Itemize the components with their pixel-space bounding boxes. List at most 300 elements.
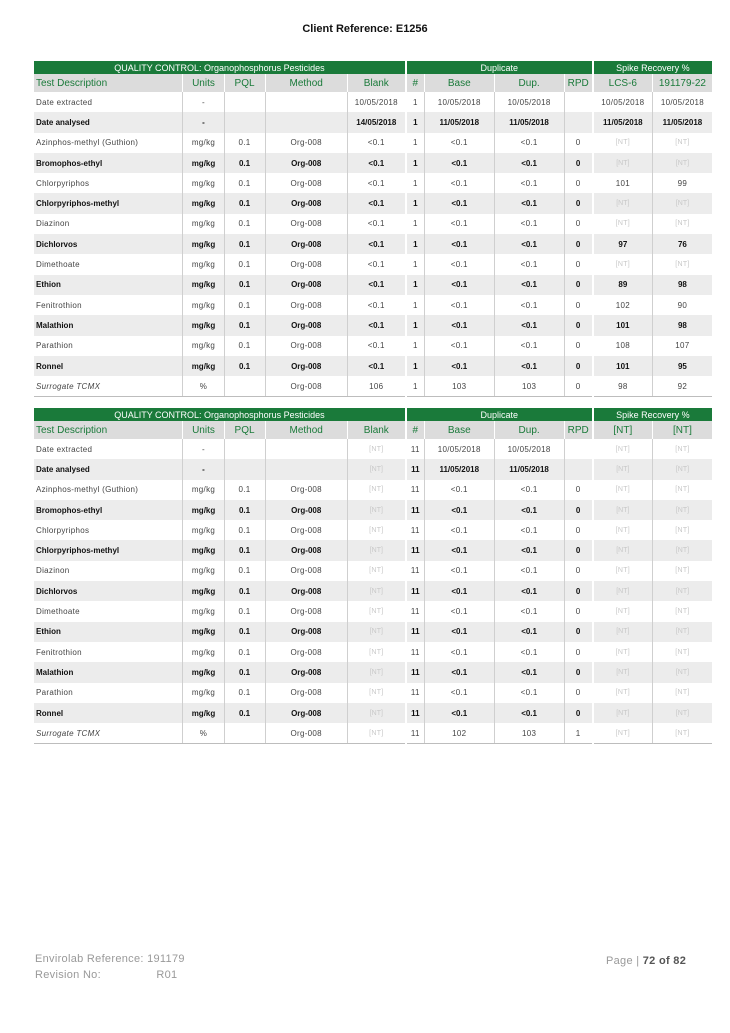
table-cell: Date extracted [34,92,183,112]
table-cell: 89 [593,275,653,295]
table-cell: 0 [564,561,593,581]
table-row [34,376,712,397]
table-cell: [NT] [652,642,712,662]
table-cell: <0.1 [494,254,564,274]
table-cell: 1 [406,92,424,112]
table-cell: <0.1 [424,581,494,601]
table-cell: Org-008 [265,173,347,193]
table-cell: 1 [406,214,424,234]
table-cell: 103 [494,376,564,397]
table-cell: Org-008 [265,480,347,500]
table-cell: Org-008 [265,683,347,703]
table-cell: 0 [564,581,593,601]
table-cell: <0.1 [494,315,564,335]
table-cell: 0.1 [224,662,265,682]
table-cell: [NT] [347,459,406,479]
table-cell: [NT] [652,480,712,500]
table-cell: <0.1 [424,133,494,153]
table-cell: 0.1 [224,581,265,601]
table-cell: 1 [406,133,424,153]
table-cell [564,92,593,112]
table-cell: 92 [652,376,712,397]
table-row [34,459,712,479]
group-header-qc: QUALITY CONTROL: Organophosphorus Pesticides [34,408,406,421]
table-cell: 11/05/2018 [593,112,653,132]
table-cell: [NT] [652,601,712,621]
table-cell: <0.1 [347,214,406,234]
table-cell: 0 [564,622,593,642]
table-row [34,439,712,459]
table-cell: 0 [564,520,593,540]
table-cell: [NT] [652,662,712,682]
table-row [34,723,712,744]
table-cell: [NT] [593,439,653,459]
table-cell: 0 [564,662,593,682]
table-cell: 1 [406,153,424,173]
table-cell: 98 [652,275,712,295]
table-cell: 10/05/2018 [424,439,494,459]
table-cell: 11 [406,601,424,621]
table-cell: [NT] [593,459,653,479]
table-cell: [NT] [347,500,406,520]
table-cell: 0 [564,193,593,213]
table-cell: <0.1 [424,703,494,723]
table-cell: Org-008 [265,214,347,234]
table-cell: <0.1 [424,295,494,315]
table-cell: 10/05/2018 [494,92,564,112]
table-cell: 0.1 [224,275,265,295]
table-cell: <0.1 [494,520,564,540]
table-cell: Dichlorvos [34,234,183,254]
table-cell: 108 [593,336,653,356]
table-cell: [NT] [652,214,712,234]
table-cell: Org-008 [265,500,347,520]
table-cell: 1 [406,336,424,356]
table-cell: <0.1 [424,480,494,500]
table-cell: <0.1 [424,642,494,662]
table-cell: <0.1 [347,356,406,376]
envirolab-reference-value: 191179 [147,953,185,965]
table-cell: Diazinon [34,214,183,234]
column-header: PQL [224,74,265,92]
table-cell: <0.1 [494,561,564,581]
table-cell: 0.1 [224,133,265,153]
table-cell: <0.1 [494,480,564,500]
column-header: [NT] [652,421,712,439]
table-cell: <0.1 [424,601,494,621]
table-cell: Diazinon [34,561,183,581]
table-cell: 95 [652,356,712,376]
table-cell: 76 [652,234,712,254]
table-row [34,500,712,520]
table-cell: 102 [424,723,494,744]
table-cell: - [183,459,224,479]
table-cell: 0 [564,480,593,500]
page-number [606,955,686,967]
table-cell: [NT] [347,480,406,500]
table-cell: 97 [593,234,653,254]
table-cell: 0.1 [224,153,265,173]
table-cell: [NT] [652,439,712,459]
table-cell: <0.1 [424,234,494,254]
table-cell: - [183,112,224,132]
client-reference: Client Reference: E1256 [302,23,428,35]
table-cell: 103 [494,723,564,744]
table-cell: Fenitrothion [34,642,183,662]
table-cell: 11 [406,500,424,520]
table-cell: 0.1 [224,480,265,500]
table-cell: <0.1 [494,683,564,703]
table-cell: 10/05/2018 [494,439,564,459]
table-cell: 11 [406,581,424,601]
table-cell: 0 [564,295,593,315]
table-cell: [NT] [593,214,653,234]
table-cell: [NT] [593,662,653,682]
table-cell: <0.1 [424,683,494,703]
table-cell: [NT] [652,193,712,213]
table-cell: <0.1 [494,642,564,662]
table-cell: 101 [593,315,653,335]
table-cell: Org-008 [265,234,347,254]
revision-value: R01 [156,969,178,981]
revision-label: Revision No: [35,969,101,981]
table-cell: 0.1 [224,601,265,621]
table-cell: 0 [564,336,593,356]
table-cell: Azinphos-methyl (Guthion) [34,480,183,500]
table-cell: [NT] [593,561,653,581]
table-cell: 11 [406,622,424,642]
table-cell: Parathion [34,683,183,703]
table-cell: mg/kg [183,642,224,662]
group-header-spike: Spike Recovery % [593,61,712,74]
table-cell: 98 [593,376,653,397]
table-cell: 1 [406,356,424,376]
table-cell: <0.1 [424,315,494,335]
table-cell: <0.1 [424,214,494,234]
table-cell: [NT] [593,540,653,560]
column-header: Dup. [494,421,564,439]
table-cell: [NT] [593,480,653,500]
table-cell [265,459,347,479]
table-cell: 10/05/2018 [593,92,653,112]
column-header: Blank [347,421,406,439]
table-cell: Ronnel [34,703,183,723]
table-cell: [NT] [347,683,406,703]
table-cell: mg/kg [183,480,224,500]
table-cell: 0.1 [224,234,265,254]
table-cell: Fenitrothion [34,295,183,315]
table-cell: 0 [564,601,593,621]
table-cell: <0.1 [494,193,564,213]
page-label: Page | [606,955,640,967]
table-cell: <0.1 [494,234,564,254]
table-cell: <0.1 [424,540,494,560]
column-header: Blank [347,74,406,92]
table-cell: Azinphos-methyl (Guthion) [34,133,183,153]
table-cell: Org-008 [265,662,347,682]
table-cell: [NT] [593,642,653,662]
table-cell: 1 [406,112,424,132]
column-header: Base [424,74,494,92]
table-cell: mg/kg [183,295,224,315]
table-cell: 11/05/2018 [652,112,712,132]
table-cell: 0.1 [224,173,265,193]
table-cell: mg/kg [183,133,224,153]
table-cell: <0.1 [424,193,494,213]
table-cell: 0.1 [224,356,265,376]
table-cell: <0.1 [424,275,494,295]
table-cell: <0.1 [494,601,564,621]
table-row [34,356,712,376]
table-cell: <0.1 [494,622,564,642]
table-cell: % [183,376,224,397]
envirolab-reference-label: Envirolab Reference: [35,953,144,965]
table-cell: <0.1 [347,173,406,193]
table-cell: <0.1 [494,540,564,560]
group-header-spike: Spike Recovery % [593,408,712,421]
table-cell: [NT] [652,723,712,744]
table-cell: Chlorpyriphos-methyl [34,540,183,560]
table-cell: <0.1 [494,295,564,315]
group-header-duplicate: Duplicate [406,61,593,74]
table-cell: 11 [406,662,424,682]
table-cell: 0.1 [224,540,265,560]
table-cell: [NT] [347,703,406,723]
table-cell: Ronnel [34,356,183,376]
table-cell [224,92,265,112]
table-row [34,214,712,234]
table-row [34,112,712,132]
table-cell: 0.1 [224,703,265,723]
table-cell: 0 [564,153,593,173]
column-header: Dup. [494,74,564,92]
table-cell: mg/kg [183,254,224,274]
table-cell: mg/kg [183,500,224,520]
table-cell [224,723,265,744]
table-cell: [NT] [652,703,712,723]
table-cell: Chlorpyriphos [34,520,183,540]
table-cell: 0 [564,683,593,703]
table-cell: 11 [406,540,424,560]
table-cell: [NT] [593,133,653,153]
table-cell: 1 [406,295,424,315]
table-cell: [NT] [652,622,712,642]
table-row [34,520,712,540]
column-header: LCS-6 [593,74,653,92]
table-cell: mg/kg [183,540,224,560]
table-cell: Org-008 [265,723,347,744]
table-cell [224,112,265,132]
table-cell: 0.1 [224,315,265,335]
table-cell: [NT] [347,561,406,581]
table-row [34,295,712,315]
table-cell: <0.1 [494,153,564,173]
table-cell: [NT] [652,561,712,581]
table-cell: Malathion [34,662,183,682]
table-cell: <0.1 [347,315,406,335]
table-cell: 0.1 [224,193,265,213]
table-cell: mg/kg [183,336,224,356]
table-cell: 0 [564,540,593,560]
table-cell: 1 [406,173,424,193]
table-cell: 0.1 [224,295,265,315]
table-cell: 0.1 [224,254,265,274]
table-cell: mg/kg [183,234,224,254]
table-cell: 0 [564,133,593,153]
column-header: Method [265,421,347,439]
table-cell: 11 [406,703,424,723]
table-cell: 1 [406,234,424,254]
table-cell: Org-008 [265,622,347,642]
table-cell: [NT] [652,153,712,173]
table-cell: [NT] [652,133,712,153]
table-cell: 11 [406,683,424,703]
qc-table-1 [34,61,712,397]
table-cell: [NT] [652,520,712,540]
table-cell: 14/05/2018 [347,112,406,132]
table-cell: 98 [652,315,712,335]
table-cell: 0 [564,703,593,723]
table-cell: 0.1 [224,336,265,356]
column-header: 191179-22 [652,74,712,92]
table-cell: mg/kg [183,561,224,581]
column-header: Base [424,421,494,439]
table-cell: <0.1 [424,662,494,682]
table-cell: Dichlorvos [34,581,183,601]
table-row [34,254,712,274]
table-cell: mg/kg [183,662,224,682]
table-cell: 101 [593,173,653,193]
table-cell: Date extracted [34,439,183,459]
table-cell: [NT] [347,622,406,642]
table-cell: Org-008 [265,336,347,356]
table-cell: <0.1 [347,153,406,173]
table-cell: [NT] [593,683,653,703]
table-cell: 0.1 [224,214,265,234]
table-cell: <0.1 [424,622,494,642]
table-cell [224,439,265,459]
table-cell: mg/kg [183,153,224,173]
table-cell: <0.1 [424,254,494,274]
table-cell: Malathion [34,315,183,335]
table-cell: 10/05/2018 [424,92,494,112]
table-cell: 1 [406,315,424,335]
table-cell: mg/kg [183,703,224,723]
column-header: # [406,421,424,439]
table-cell: 0 [564,642,593,662]
table-cell: 0.1 [224,500,265,520]
table-cell: Dimethoate [34,254,183,274]
table-row [34,315,712,335]
table-row [34,703,712,723]
table-cell: <0.1 [424,173,494,193]
table-cell: Org-008 [265,520,347,540]
table-cell: Org-008 [265,153,347,173]
column-header: [NT] [593,421,653,439]
table-cell: <0.1 [424,520,494,540]
column-header: Units [183,74,224,92]
table-cell: 11 [406,480,424,500]
table-cell: <0.1 [494,275,564,295]
table-cell: 103 [424,376,494,397]
table-cell: 10/05/2018 [652,92,712,112]
table-cell: <0.1 [494,173,564,193]
table-cell: 11 [406,642,424,662]
table-cell: Surrogate TCMX [34,723,183,744]
table-cell: <0.1 [347,295,406,315]
table-cell: <0.1 [494,336,564,356]
table-cell: <0.1 [494,581,564,601]
table-cell: Dimethoate [34,601,183,621]
table-cell: mg/kg [183,275,224,295]
table-cell: [NT] [347,520,406,540]
table-cell: [NT] [593,153,653,173]
table-cell: [NT] [593,622,653,642]
table-row [34,193,712,213]
table-row [34,153,712,173]
table-cell: 11/05/2018 [424,112,494,132]
table-cell: 106 [347,376,406,397]
table-cell: <0.1 [424,153,494,173]
table-cell [224,459,265,479]
table-cell: <0.1 [494,662,564,682]
table-cell: 1 [564,723,593,744]
table-cell: Date analysed [34,459,183,479]
group-header-duplicate: Duplicate [406,408,593,421]
table-cell: 11 [406,561,424,581]
table-cell: [NT] [593,193,653,213]
table-cell: Org-008 [265,376,347,397]
table-row [34,601,712,621]
table-cell: 1 [406,376,424,397]
table-cell: 0 [564,214,593,234]
column-header: # [406,74,424,92]
table-row [34,662,712,682]
table-cell [265,92,347,112]
table-row [34,234,712,254]
table-cell: mg/kg [183,356,224,376]
table-cell: 11/05/2018 [494,112,564,132]
table-cell: <0.1 [494,500,564,520]
table-cell: 10/05/2018 [347,92,406,112]
table-cell: mg/kg [183,214,224,234]
table-cell [265,112,347,132]
table-cell: [NT] [652,254,712,274]
table-cell: Org-008 [265,356,347,376]
table-cell: 11/05/2018 [494,459,564,479]
table-cell: 0.1 [224,561,265,581]
table-cell: - [183,92,224,112]
column-header: RPD [564,421,593,439]
table-cell: [NT] [593,254,653,274]
table-cell: mg/kg [183,622,224,642]
table-cell: mg/kg [183,193,224,213]
group-header-qc: QUALITY CONTROL: Organophosphorus Pesticides [34,61,406,74]
table-cell [564,459,593,479]
table-cell: 11 [406,723,424,744]
table-cell: [NT] [593,703,653,723]
column-header: PQL [224,421,265,439]
table-cell: <0.1 [347,193,406,213]
table-cell: Ethion [34,275,183,295]
table-cell: 11 [406,439,424,459]
table-cell: <0.1 [494,703,564,723]
table-cell: 11/05/2018 [424,459,494,479]
table-cell: [NT] [347,601,406,621]
table-cell: mg/kg [183,173,224,193]
table-cell: 0 [564,376,593,397]
table-cell: [NT] [347,439,406,459]
